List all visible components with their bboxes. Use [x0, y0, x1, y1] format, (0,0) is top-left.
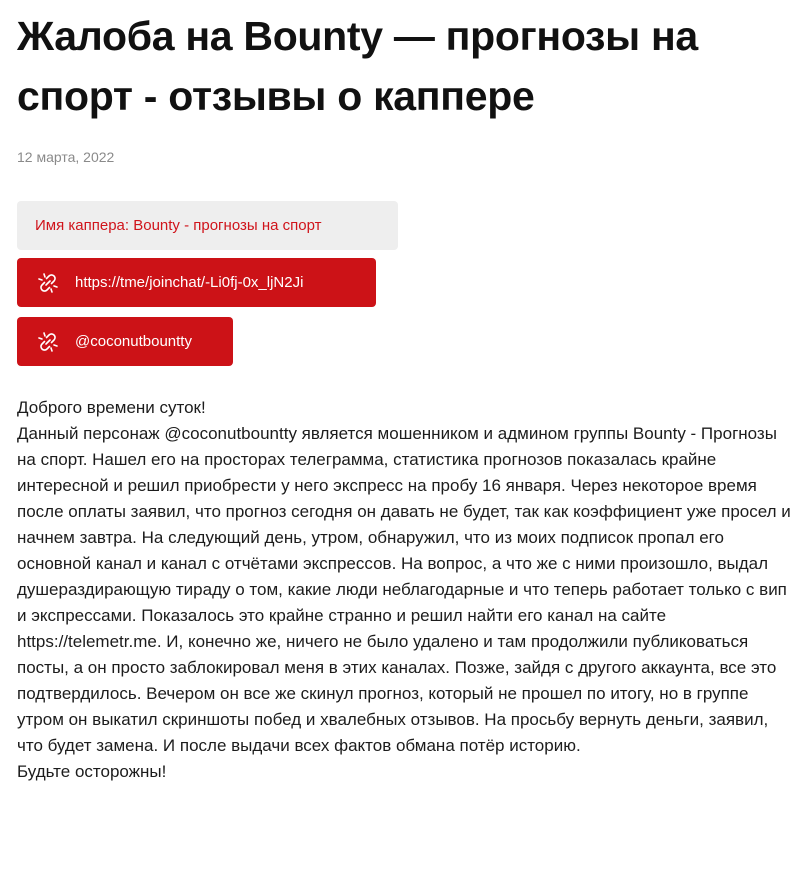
- broken-link-icon: [35, 270, 61, 296]
- body-main: Данный персонаж @coconutbountty является мошенником и админом группы Bounty - Прогнозы на спорт. Нашел его на просторах телеграмма, статистика прогнозов показалась крайне интересной и решил приобрести у него экспресс на пробу 16 января. Через некоторое время после оплаты заявил, что прогноз сегодня он давать не будет, так как коэффициент уже просел и начнем завтра. На следующий день, утром, обнаружил, что из моих подписок пропал его основной канал и канал с отчётами экспрессов. На вопрос, а что же с ними произошло, выдал душераздирающую тираду о том, какие люди неблагодарные и что теперь работает только с вип и экспрессами. Показалось это крайне странно и решил найти его канал на сайте https://telemetr.me. И, конечно же, ничего не было удалено и там продолжили публиковаться посты, а он просто заблокировал меня в этих каналах. Позже, зайдя с другого аккаунта, все это подтвердилось. Вечером он все же скинул прогноз, который не прошел по итогу, но в группе утром он выкатил скриншоты побед и хвалебных отзывов. На просьбу вернуть деньги, заявил, что будет замена. И после выдачи всех фактов обмана потёр историю.: [17, 424, 791, 755]
- capper-name-badge: Имя каппера: Bounty - прогнозы на спорт: [17, 201, 398, 250]
- telegram-link-button[interactable]: [17, 258, 376, 307]
- page-title: Жалоба на Bounty — прогнозы на спорт - отзывы о каппере: [17, 13, 698, 119]
- telegram-username-label: @coconutbountty: [75, 333, 192, 350]
- publish-date: 12 марта, 2022: [17, 149, 115, 165]
- telegram-link-label: https://tme/joinchat/-Li0fj-0x_ljN2Ji: [75, 274, 304, 291]
- body-greeting: Доброго времени суток!: [17, 398, 206, 417]
- article: [17, 0, 797, 785]
- telegram-username-button[interactable]: [17, 317, 233, 366]
- broken-link-icon: [35, 329, 61, 355]
- body-closing: Будьте осторожны!: [17, 762, 167, 781]
- article-body: [17, 395, 797, 785]
